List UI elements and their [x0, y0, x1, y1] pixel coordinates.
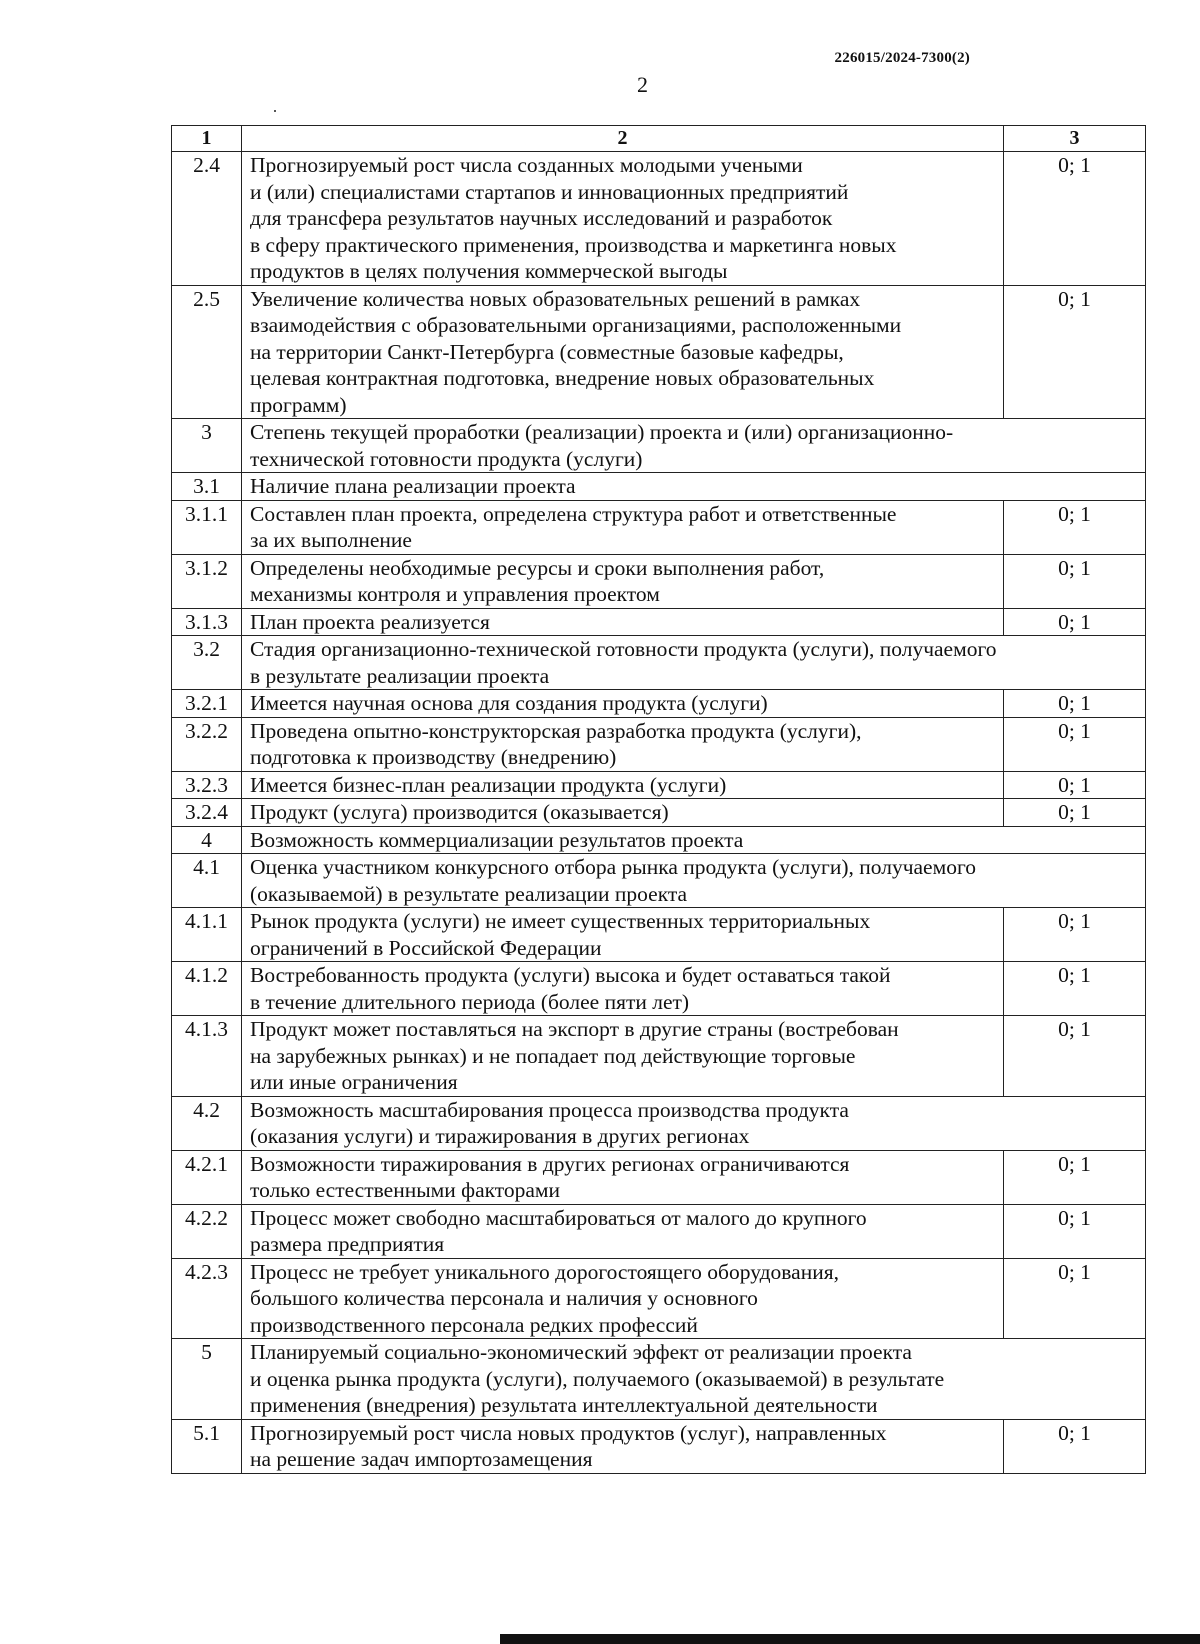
criterion-text-line: производственного персонала редких профессий	[250, 1312, 698, 1337]
criterion-text	[242, 1096, 1146, 1150]
table-row	[172, 473, 1146, 501]
criterion-text	[242, 717, 1004, 771]
criterion-text-line: Оценка участником конкурсного отбора рынка продукта (услуги), получаемого	[250, 855, 976, 879]
page-number: 2	[637, 72, 648, 97]
criterion-text	[242, 636, 1146, 690]
criterion-text-line: (оказания услуги) и тиражирования в других регионах	[250, 1124, 750, 1148]
criterion-text-line: технической готовности продукта (услуги)	[250, 446, 643, 471]
criterion-text-line: в результате реализации проекта	[250, 663, 550, 688]
criterion-text	[242, 473, 1146, 501]
criterion-number: 3.2.1	[172, 690, 242, 718]
criterion-number: 3.2.3	[172, 771, 242, 799]
criterion-score: 0; 1	[1004, 908, 1146, 962]
criterion-text-line: Имеется бизнес-план реализации продукта (услуги)	[250, 772, 727, 797]
criterion-text-line: за их выполнение	[250, 528, 412, 552]
criterion-text-line: на территории Санкт-Петербурга (совместные базовые кафедры,	[250, 339, 844, 364]
criterion-text	[242, 771, 1004, 799]
criterion-number: 4.1.2	[172, 962, 242, 1016]
criterion-text-line: продуктов в целях получения коммерческой выгоды	[250, 259, 728, 283]
criterion-text-line: Возможности тиражирования в других регионах ограничиваются	[250, 1151, 850, 1176]
criterion-number: 5	[172, 1339, 242, 1420]
table-row	[172, 1016, 1146, 1097]
header-cell-score: 3	[1004, 126, 1146, 152]
criterion-number: 3.1.3	[172, 608, 242, 636]
criterion-text-line: на зарубежных рынках) и не попадает под действующие торговые	[250, 1043, 856, 1068]
criterion-text	[242, 285, 1004, 419]
table-row	[172, 690, 1146, 718]
criterion-number: 3.2.4	[172, 799, 242, 827]
table-row	[172, 908, 1146, 962]
table-header-row	[172, 126, 1146, 152]
criterion-score: 0; 1	[1004, 1419, 1146, 1473]
criterion-text-line: и оценка рынка продукта (услуги), получаемого (оказываемой) в результате	[250, 1366, 945, 1391]
table-row	[172, 854, 1146, 908]
criterion-text-line: или иные ограничения	[250, 1070, 458, 1094]
criterion-number: 3	[172, 419, 242, 473]
criterion-number: 4.1.1	[172, 908, 242, 962]
table-body	[172, 152, 1146, 1474]
criterion-text	[242, 1258, 1004, 1339]
criterion-text-line: Возможность масштабирования процесса производства продукта	[250, 1097, 849, 1122]
table-row	[172, 554, 1146, 608]
criterion-text	[242, 1419, 1004, 1473]
criterion-score: 0; 1	[1004, 152, 1146, 286]
criterion-number: 4.2.2	[172, 1204, 242, 1258]
criterion-text	[242, 1204, 1004, 1258]
criterion-score: 0; 1	[1004, 771, 1146, 799]
criterion-text-line: ограничений в Российской Федерации	[250, 935, 602, 960]
criterion-text-line: Возможность коммерциализации результатов проекта	[250, 827, 744, 852]
table-row	[172, 152, 1146, 286]
table-row	[172, 285, 1146, 419]
table-row	[172, 419, 1146, 473]
table-row	[172, 1339, 1146, 1420]
table-row	[172, 1150, 1146, 1204]
criterion-text	[242, 799, 1004, 827]
criterion-text-line: Имеется научная основа для создания продукта (услуги)	[250, 691, 768, 715]
criterion-text-line: взаимодействия с образовательными организациями, расположенными	[250, 313, 902, 337]
criterion-text	[242, 690, 1004, 718]
criterion-number: 4.2.1	[172, 1150, 242, 1204]
criterion-number: 3.1.1	[172, 500, 242, 554]
criterion-number: 3.2.2	[172, 717, 242, 771]
criterion-text	[242, 1150, 1004, 1204]
criterion-text-line: большого количества персонала и наличия у основного	[250, 1286, 758, 1310]
criterion-text-line: Проведена опытно-конструкторская разработка продукта (услуги),	[250, 718, 862, 743]
table-row	[172, 636, 1146, 690]
criterion-text-line: Составлен план проекта, определена структура работ и ответственные	[250, 501, 897, 526]
header-cell-number: 1	[172, 126, 242, 152]
criterion-text-line: в течение длительного периода (более пяти лет)	[250, 989, 690, 1014]
table-header	[172, 126, 1146, 152]
criterion-text-line: целевая контрактная подготовка, внедрение новых образовательных	[250, 366, 875, 390]
criterion-text-line: Востребованность продукта (услуги) высока и будет оставаться такой	[250, 963, 891, 987]
table-row	[172, 771, 1146, 799]
criterion-text-line: (оказываемой) в результате реализации проекта	[250, 881, 688, 906]
criterion-score: 0; 1	[1004, 554, 1146, 608]
criterion-score: 0; 1	[1004, 690, 1146, 718]
criterion-text-line: Процесс может свободно масштабироваться от малого до крупного	[250, 1205, 867, 1230]
criterion-text	[242, 419, 1146, 473]
criterion-text	[242, 962, 1004, 1016]
table-row	[172, 1258, 1146, 1339]
criterion-text-line: Прогнозируемый рост числа новых продуктов (услуг), направленных	[250, 1420, 887, 1445]
criterion-text-line: для трансфера результатов научных исследований и разработок	[250, 206, 833, 230]
criterion-text-line: применения (внедрения) результата интеллектуальной деятельности	[250, 1393, 878, 1417]
criterion-text-line: в сферу практического применения, производства и маркетинга новых	[250, 232, 897, 257]
table-row	[172, 500, 1146, 554]
table-row	[172, 962, 1146, 1016]
criterion-text-line: Степень текущей проработки (реализации) проекта и (или) организационно-	[250, 420, 954, 444]
criterion-score: 0; 1	[1004, 799, 1146, 827]
criterion-text-line: Увеличение количества новых образовательных решений в рамках	[250, 286, 861, 311]
document-registration-number: 226015/2024-7300(2)	[834, 50, 970, 66]
criterion-text-line: Продукт (услуга) производится (оказывается)	[250, 800, 669, 824]
scan-bottom-edge	[500, 1634, 1200, 1644]
criterion-text-line: размера предприятия	[250, 1232, 445, 1256]
criterion-text	[242, 500, 1004, 554]
criterion-score: 0; 1	[1004, 962, 1146, 1016]
criterion-number: 2.5	[172, 285, 242, 419]
criterion-text	[242, 608, 1004, 636]
criterion-number: 4.1	[172, 854, 242, 908]
criterion-text-line: и (или) специалистами стартапов и инновационных предприятий	[250, 179, 849, 204]
criterion-text-line: План проекта реализуется	[250, 609, 490, 634]
header-cell-criterion: 2	[242, 126, 1004, 152]
criterion-text-line: Определены необходимые ресурсы и сроки выполнения работ,	[250, 555, 825, 580]
criterion-score: 0; 1	[1004, 1150, 1146, 1204]
criterion-text-line: Рынок продукта (услуги) не имеет существенных территориальных	[250, 909, 871, 933]
scan-speck	[274, 110, 276, 112]
criterion-text	[242, 152, 1004, 286]
table-row	[172, 608, 1146, 636]
criterion-number: 4.1.3	[172, 1016, 242, 1097]
criterion-text-line: Процесс не требует уникального дорогостоящего оборудования,	[250, 1259, 839, 1284]
table-row	[172, 826, 1146, 854]
criterion-text-line: программ)	[250, 392, 347, 417]
criteria-table	[171, 125, 1146, 1474]
criterion-number: 4.2	[172, 1096, 242, 1150]
table-row	[172, 1419, 1146, 1473]
criterion-score: 0; 1	[1004, 717, 1146, 771]
criterion-text	[242, 908, 1004, 962]
criterion-score: 0; 1	[1004, 500, 1146, 554]
criterion-number: 2.4	[172, 152, 242, 286]
table-row	[172, 799, 1146, 827]
criterion-text-line: только естественными факторами	[250, 1178, 561, 1202]
criterion-text-line: Наличие плана реализации проекта	[250, 474, 576, 498]
criterion-text	[242, 1016, 1004, 1097]
table-row	[172, 1096, 1146, 1150]
criterion-number: 3.2	[172, 636, 242, 690]
criterion-text-line: механизмы контроля и управления проектом	[250, 582, 660, 606]
criterion-number: 5.1	[172, 1419, 242, 1473]
criterion-text-line: подготовка к производству (внедрению)	[250, 745, 617, 769]
criterion-text-line: Планируемый социально-экономический эффект от реализации проекта	[250, 1340, 912, 1364]
criterion-text-line: Продукт может поставляться на экспорт в другие страны (востребован	[250, 1017, 899, 1041]
criterion-text-line: Стадия организационно-технической готовности продукта (услуги), получаемого	[250, 637, 997, 661]
criterion-score: 0; 1	[1004, 1016, 1146, 1097]
criterion-text-line: Прогнозируемый рост числа созданных молодыми учеными	[250, 153, 803, 177]
criterion-number: 3.1	[172, 473, 242, 501]
criterion-score: 0; 1	[1004, 1258, 1146, 1339]
criterion-number: 4.2.3	[172, 1258, 242, 1339]
criterion-text	[242, 1339, 1146, 1420]
criterion-number: 4	[172, 826, 242, 854]
criterion-text	[242, 826, 1146, 854]
criterion-score: 0; 1	[1004, 1204, 1146, 1258]
table-row	[172, 717, 1146, 771]
table-row	[172, 1204, 1146, 1258]
criterion-text-line: на решение задач импортозамещения	[250, 1447, 593, 1471]
criterion-text	[242, 854, 1146, 908]
criterion-number: 3.1.2	[172, 554, 242, 608]
criterion-score: 0; 1	[1004, 608, 1146, 636]
criterion-score: 0; 1	[1004, 285, 1146, 419]
criterion-text	[242, 554, 1004, 608]
